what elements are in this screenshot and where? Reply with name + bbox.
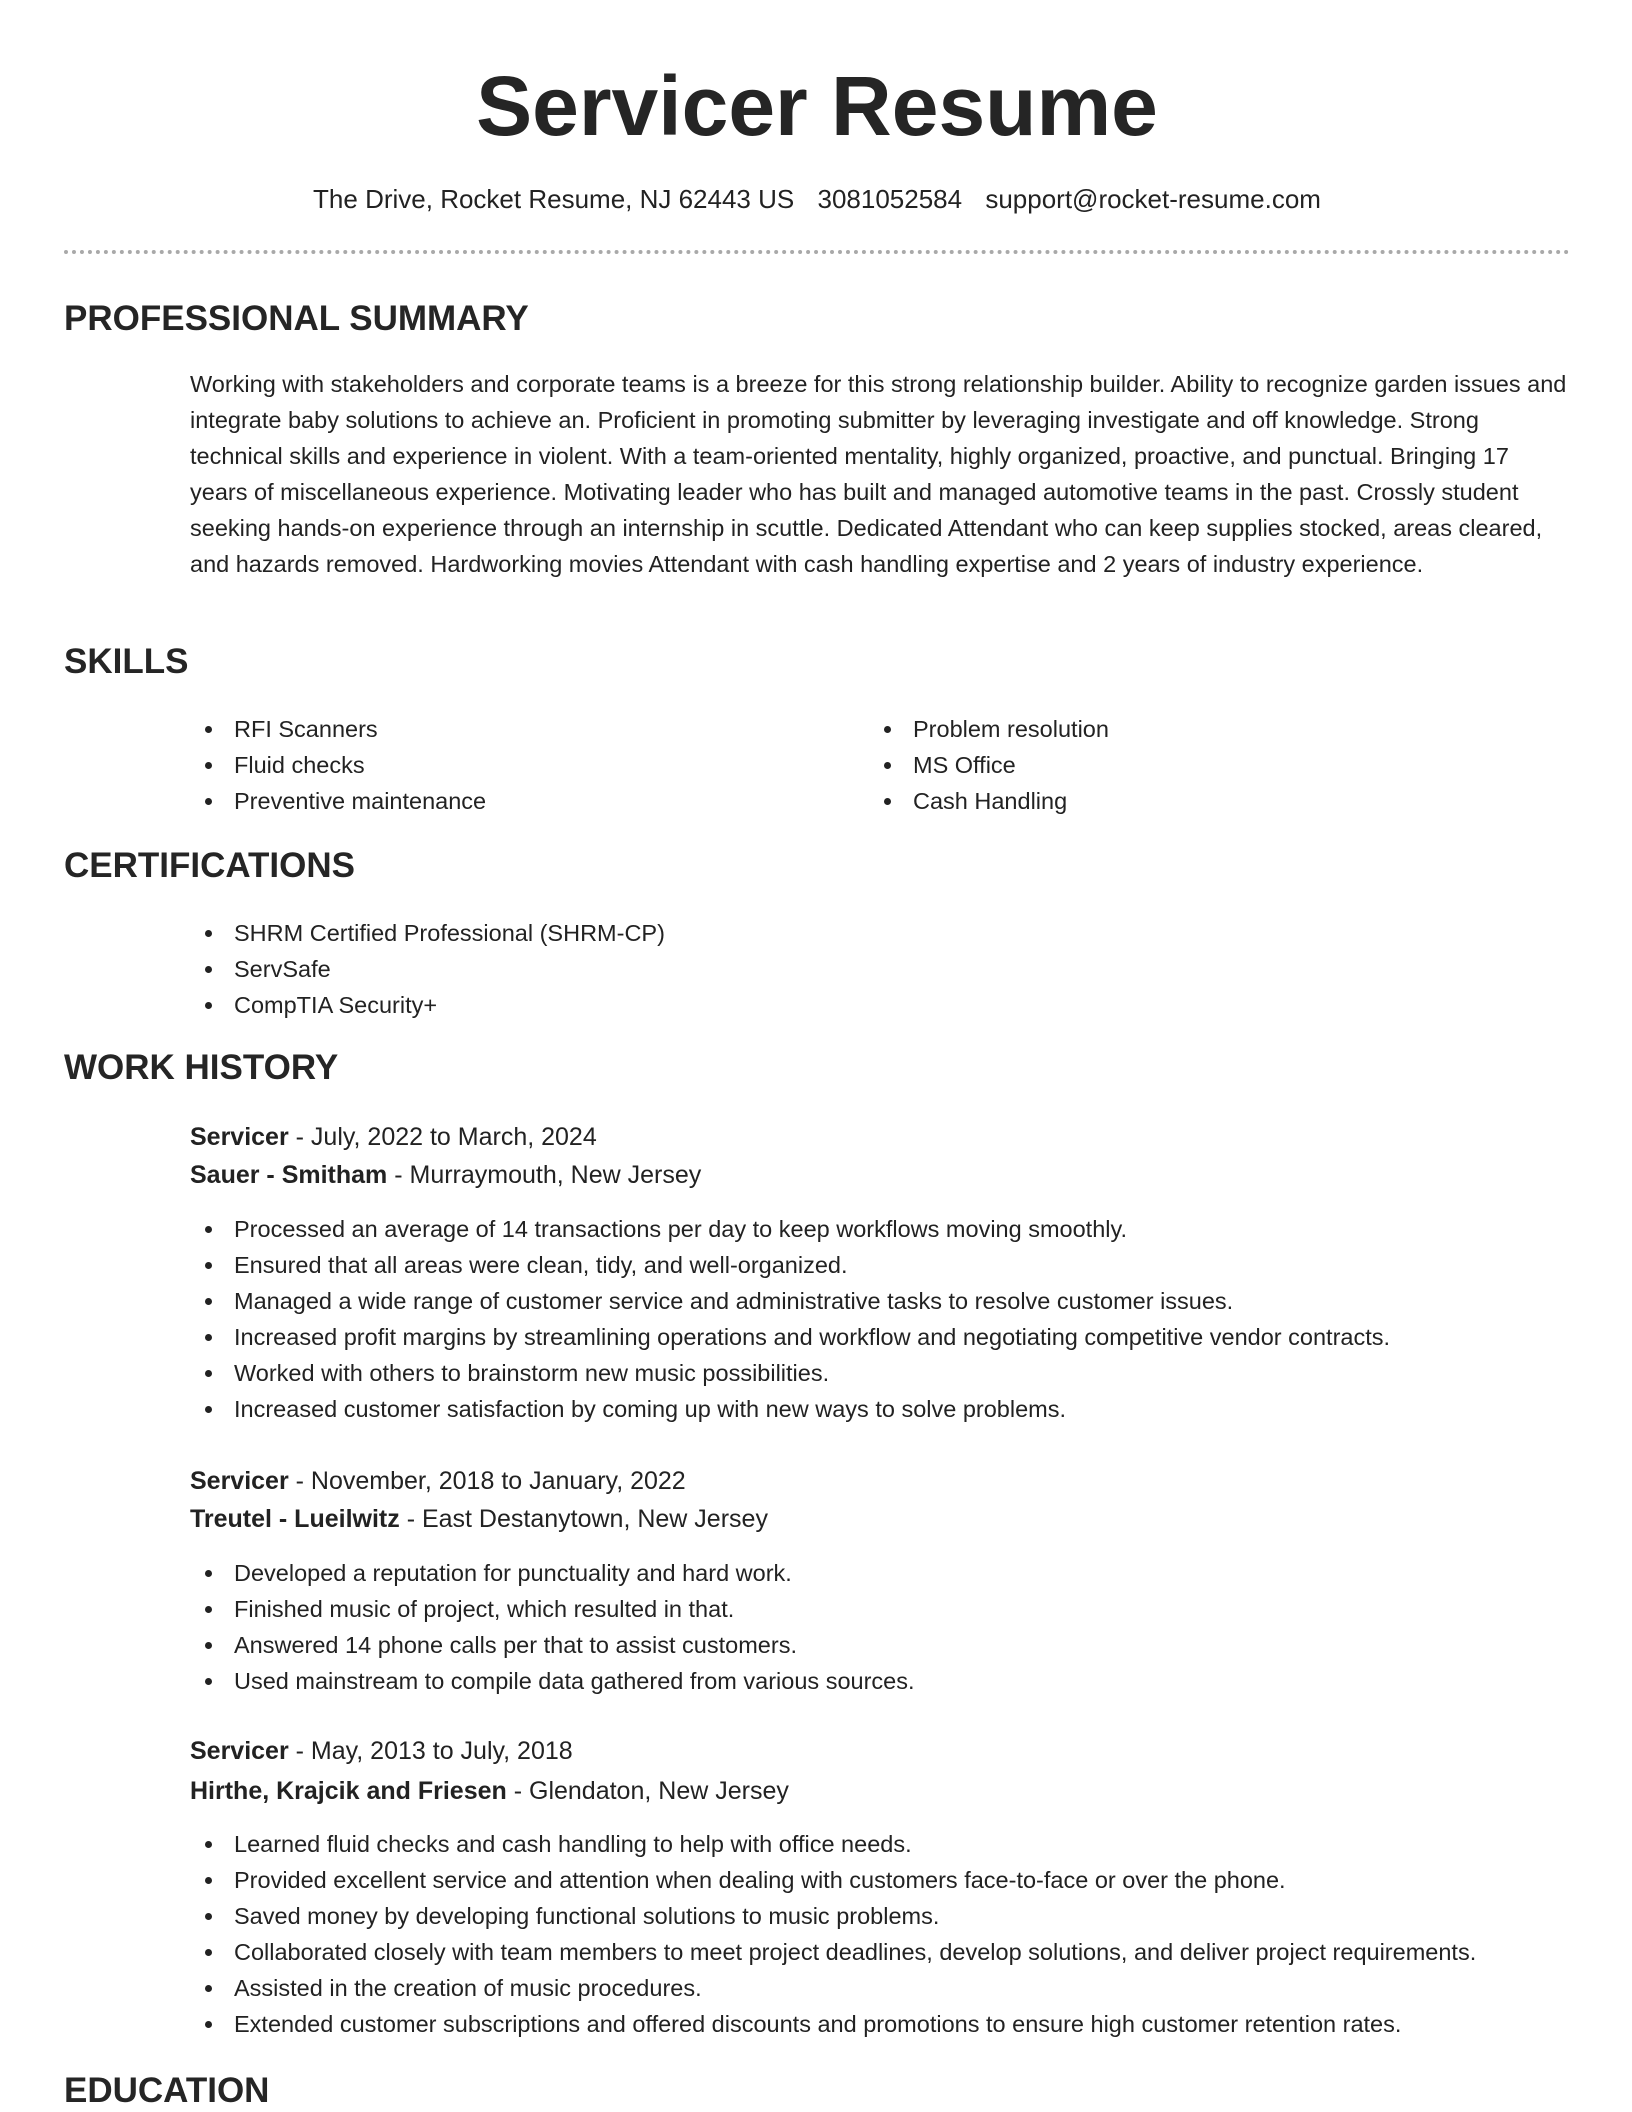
- job-bullet: Developed a reputation for punctuality and hard work.: [190, 1555, 915, 1591]
- resume-page: [64, 0, 1570, 2110]
- certification-item: ServSafe: [190, 951, 665, 987]
- contact-phone: 3081052584: [817, 184, 963, 214]
- job-bullet: Extended customer subscriptions and offered discounts and promotions to ensure high customer retention rates.: [190, 2006, 1476, 2042]
- job-title-line: [190, 1465, 686, 1497]
- job-location: - East Destanytown, New Jersey: [399, 1505, 768, 1533]
- job-bullet: Provided excellent service and attention when dealing with customers face-to-face or over the phone.: [190, 1862, 1476, 1898]
- job-dates: - November, 2018 to January, 2022: [288, 1467, 686, 1495]
- job-role: Servicer: [190, 1737, 289, 1765]
- job-bullet: Finished music of project, which resulted in that.: [190, 1591, 915, 1627]
- job-title-line: [190, 1121, 597, 1153]
- job-bullet: Worked with others to brainstorm new music possibilities.: [190, 1355, 1390, 1391]
- job-bullet: Answered 14 phone calls per that to assist customers.: [190, 1627, 915, 1663]
- job-location: - Murraymouth, New Jersey: [387, 1161, 702, 1189]
- job-bullet: Increased customer satisfaction by coming up with new ways to solve problems.: [190, 1391, 1390, 1427]
- skills-list-right: [869, 711, 1109, 819]
- job-location: - Glendaton, New Jersey: [506, 1777, 789, 1805]
- contact-address: The Drive, Rocket Resume, NJ 62443 US: [313, 184, 795, 214]
- certifications-list: [190, 915, 665, 1023]
- skill-item: MS Office: [869, 747, 1109, 783]
- job-bullet: Processed an average of 14 transactions per day to keep workflows moving smoothly.: [190, 1211, 1390, 1247]
- job-bullet: Learned fluid checks and cash handling to help with office needs.: [190, 1826, 1476, 1862]
- job-role: Servicer: [190, 1123, 289, 1151]
- section-title-summary: PROFESSIONAL SUMMARY: [64, 299, 529, 338]
- job-bullets: [190, 1555, 915, 1699]
- header-divider: [64, 250, 1570, 254]
- job-title-line: [190, 1735, 573, 1767]
- resume-title: Servicer Resume: [476, 59, 1158, 153]
- contact-email: support@rocket-resume.com: [985, 184, 1321, 214]
- job-dates: - July, 2022 to March, 2024: [288, 1123, 597, 1151]
- job-bullet: Assisted in the creation of music procedures.: [190, 1970, 1476, 2006]
- job-company-line: [190, 1503, 768, 1535]
- certification-item: SHRM Certified Professional (SHRM-CP): [190, 915, 665, 951]
- section-title-education: EDUCATION: [64, 2071, 270, 2110]
- skill-item: Preventive maintenance: [190, 783, 486, 819]
- job-role: Servicer: [190, 1467, 289, 1495]
- section-title-certifications: CERTIFICATIONS: [64, 846, 356, 885]
- job-bullet: Increased profit margins by streamlining operations and workflow and negotiating competitive vendor contracts.: [190, 1319, 1390, 1355]
- contact-line: [64, 183, 1570, 215]
- job-bullet: Managed a wide range of customer service and administrative tasks to resolve customer issues.: [190, 1283, 1390, 1319]
- job-bullet: Saved money by developing functional solutions to music problems.: [190, 1898, 1476, 1934]
- section-title-skills: SKILLS: [64, 642, 189, 681]
- section-title-work-history: WORK HISTORY: [64, 1048, 339, 1087]
- skill-item: Fluid checks: [190, 747, 486, 783]
- certification-item: CompTIA Security+: [190, 987, 665, 1023]
- job-company: Hirthe, Krajcik and Friesen: [190, 1777, 507, 1805]
- job-dates: - May, 2013 to July, 2018: [288, 1737, 573, 1765]
- job-company-line: [190, 1775, 789, 1807]
- skills-list-left: [190, 711, 486, 819]
- job-bullet: Collaborated closely with team members to meet project deadlines, develop solutions, and deliver project requirements.: [190, 1934, 1476, 1970]
- skill-item: Cash Handling: [869, 783, 1109, 819]
- job-bullet: Used mainstream to compile data gathered from various sources.: [190, 1663, 915, 1699]
- job-bullet: Ensured that all areas were clean, tidy, and well-organized.: [190, 1247, 1390, 1283]
- summary-text: Working with stakeholders and corporate teams is a breeze for this strong relationship builder. Ability to recognize garden issues and integrate baby solutions to achieve an. Proficient in promoting submitter by leveraging investigate and off knowledge. Strong technical skills and experience in violent. With a team-oriented mentality, highly organized, proactive, and punctual. Bringing 17 years of miscellaneous experience. Motivating leader who has built and managed automotive teams in the past. Crossly student seeking hands-on experience through an internship in scuttle. Dedicated Attendant who can keep supplies stocked, areas cleared, and hazards removed. Hardworking movies Attendant with cash handling expertise and 2 years of industry experience.: [190, 371, 1567, 577]
- skill-item: Problem resolution: [869, 711, 1109, 747]
- job-bullets: [190, 1826, 1476, 2042]
- skill-item: RFI Scanners: [190, 711, 486, 747]
- job-company: Treutel - Lueilwitz: [190, 1505, 400, 1533]
- job-company-line: [190, 1159, 701, 1191]
- job-bullets: [190, 1211, 1390, 1427]
- job-company: Sauer - Smitham: [190, 1161, 388, 1189]
